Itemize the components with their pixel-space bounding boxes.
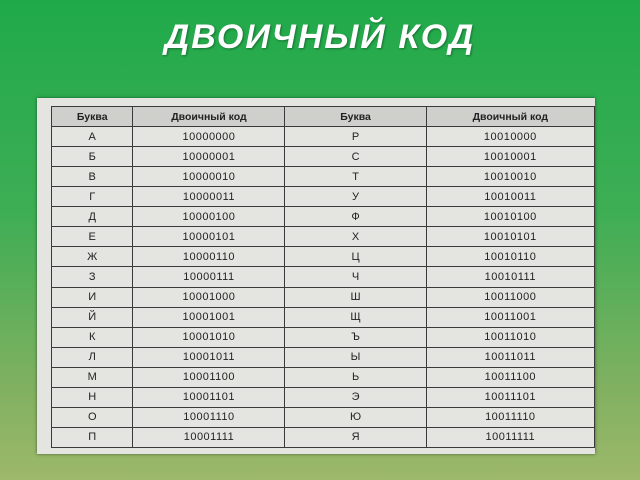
- table-row: [52, 187, 595, 207]
- table-row: [52, 167, 595, 187]
- letter-cell: Ч: [285, 267, 426, 287]
- letter-cell: Ф: [285, 207, 426, 227]
- binary-code-cell: 10011101: [426, 387, 594, 407]
- binary-code-cell: 10001011: [133, 347, 285, 367]
- binary-code-cell: 10000011: [133, 187, 285, 207]
- letter-cell: У: [285, 187, 426, 207]
- letter-cell: Ь: [285, 367, 426, 387]
- table-row: [52, 207, 595, 227]
- binary-code-cell: 10000110: [133, 247, 285, 267]
- binary-code-cell: 10000010: [133, 167, 285, 187]
- table-row: [52, 287, 595, 307]
- binary-code-cell: 10010001: [426, 147, 594, 167]
- binary-code-cell: 10010100: [426, 207, 594, 227]
- binary-code-cell: 10010110: [426, 247, 594, 267]
- binary-code-cell: 10010000: [426, 127, 594, 147]
- binary-code-cell: 10011110: [426, 407, 594, 427]
- binary-code-cell: 10011100: [426, 367, 594, 387]
- table-row: [52, 247, 595, 267]
- letter-cell: Й: [52, 307, 133, 327]
- letter-cell: Г: [52, 187, 133, 207]
- binary-code-cell: 10000101: [133, 227, 285, 247]
- letter-cell: В: [52, 167, 133, 187]
- binary-code-cell: 10011001: [426, 307, 594, 327]
- letter-cell: Х: [285, 227, 426, 247]
- table-row: [52, 367, 595, 387]
- binary-code-cell: 10001100: [133, 367, 285, 387]
- letter-cell: О: [52, 407, 133, 427]
- letter-cell: Е: [52, 227, 133, 247]
- binary-code-cell: 10010010: [426, 167, 594, 187]
- binary-code-cell: 10011000: [426, 287, 594, 307]
- binary-code-cell: 10010011: [426, 187, 594, 207]
- binary-code-cell: 10010111: [426, 267, 594, 287]
- table-row: [52, 427, 595, 447]
- binary-code-cell: 10000100: [133, 207, 285, 227]
- binary-code-cell: 10000001: [133, 147, 285, 167]
- table-row: [52, 347, 595, 367]
- table-row: [52, 227, 595, 247]
- letter-cell: Ж: [52, 247, 133, 267]
- header-letter-left: Буква: [52, 107, 133, 127]
- letter-cell: Ы: [285, 347, 426, 367]
- letter-cell: П: [52, 427, 133, 447]
- binary-code-cell: 10010101: [426, 227, 594, 247]
- letter-cell: Ъ: [285, 327, 426, 347]
- letter-cell: М: [52, 367, 133, 387]
- letter-cell: З: [52, 267, 133, 287]
- letter-cell: Щ: [285, 307, 426, 327]
- table-row: [52, 127, 595, 147]
- binary-code-cell: 10001010: [133, 327, 285, 347]
- binary-code-cell: 10001111: [133, 427, 285, 447]
- table-row: [52, 147, 595, 167]
- table-header-row: [52, 107, 595, 127]
- letter-cell: Я: [285, 427, 426, 447]
- header-code-right: Двоичный код: [426, 107, 594, 127]
- header-code-left: Двоичный код: [133, 107, 285, 127]
- table-row: [52, 407, 595, 427]
- letter-cell: С: [285, 147, 426, 167]
- letter-cell: К: [52, 327, 133, 347]
- binary-code-cell: 10001001: [133, 307, 285, 327]
- letter-cell: Н: [52, 387, 133, 407]
- table-row: [52, 267, 595, 287]
- letter-cell: А: [52, 127, 133, 147]
- table-row: [52, 307, 595, 327]
- letter-cell: Ю: [285, 407, 426, 427]
- table-row: [52, 387, 595, 407]
- binary-code-cell: 10011111: [426, 427, 594, 447]
- letter-cell: Ц: [285, 247, 426, 267]
- binary-code-cell: 10000000: [133, 127, 285, 147]
- binary-code-cell: 10001110: [133, 407, 285, 427]
- binary-code-cell: 10001000: [133, 287, 285, 307]
- header-letter-right: Буква: [285, 107, 426, 127]
- letter-cell: Л: [52, 347, 133, 367]
- letter-cell: И: [52, 287, 133, 307]
- binary-code-cell: 10011010: [426, 327, 594, 347]
- binary-code-cell: 10001101: [133, 387, 285, 407]
- table-body: [52, 127, 595, 448]
- letter-cell: Б: [52, 147, 133, 167]
- letter-cell: Э: [285, 387, 426, 407]
- binary-code-cell: 10011011: [426, 347, 594, 367]
- binary-code-cell: 10000111: [133, 267, 285, 287]
- scanned-table-image: [37, 98, 595, 454]
- letter-cell: Ш: [285, 287, 426, 307]
- slide-title: ДВОИЧНЫЙ КОД: [164, 18, 476, 56]
- table-row: [52, 327, 595, 347]
- letter-cell: Т: [285, 167, 426, 187]
- binary-code-table: [51, 106, 595, 448]
- letter-cell: Р: [285, 127, 426, 147]
- letter-cell: Д: [52, 207, 133, 227]
